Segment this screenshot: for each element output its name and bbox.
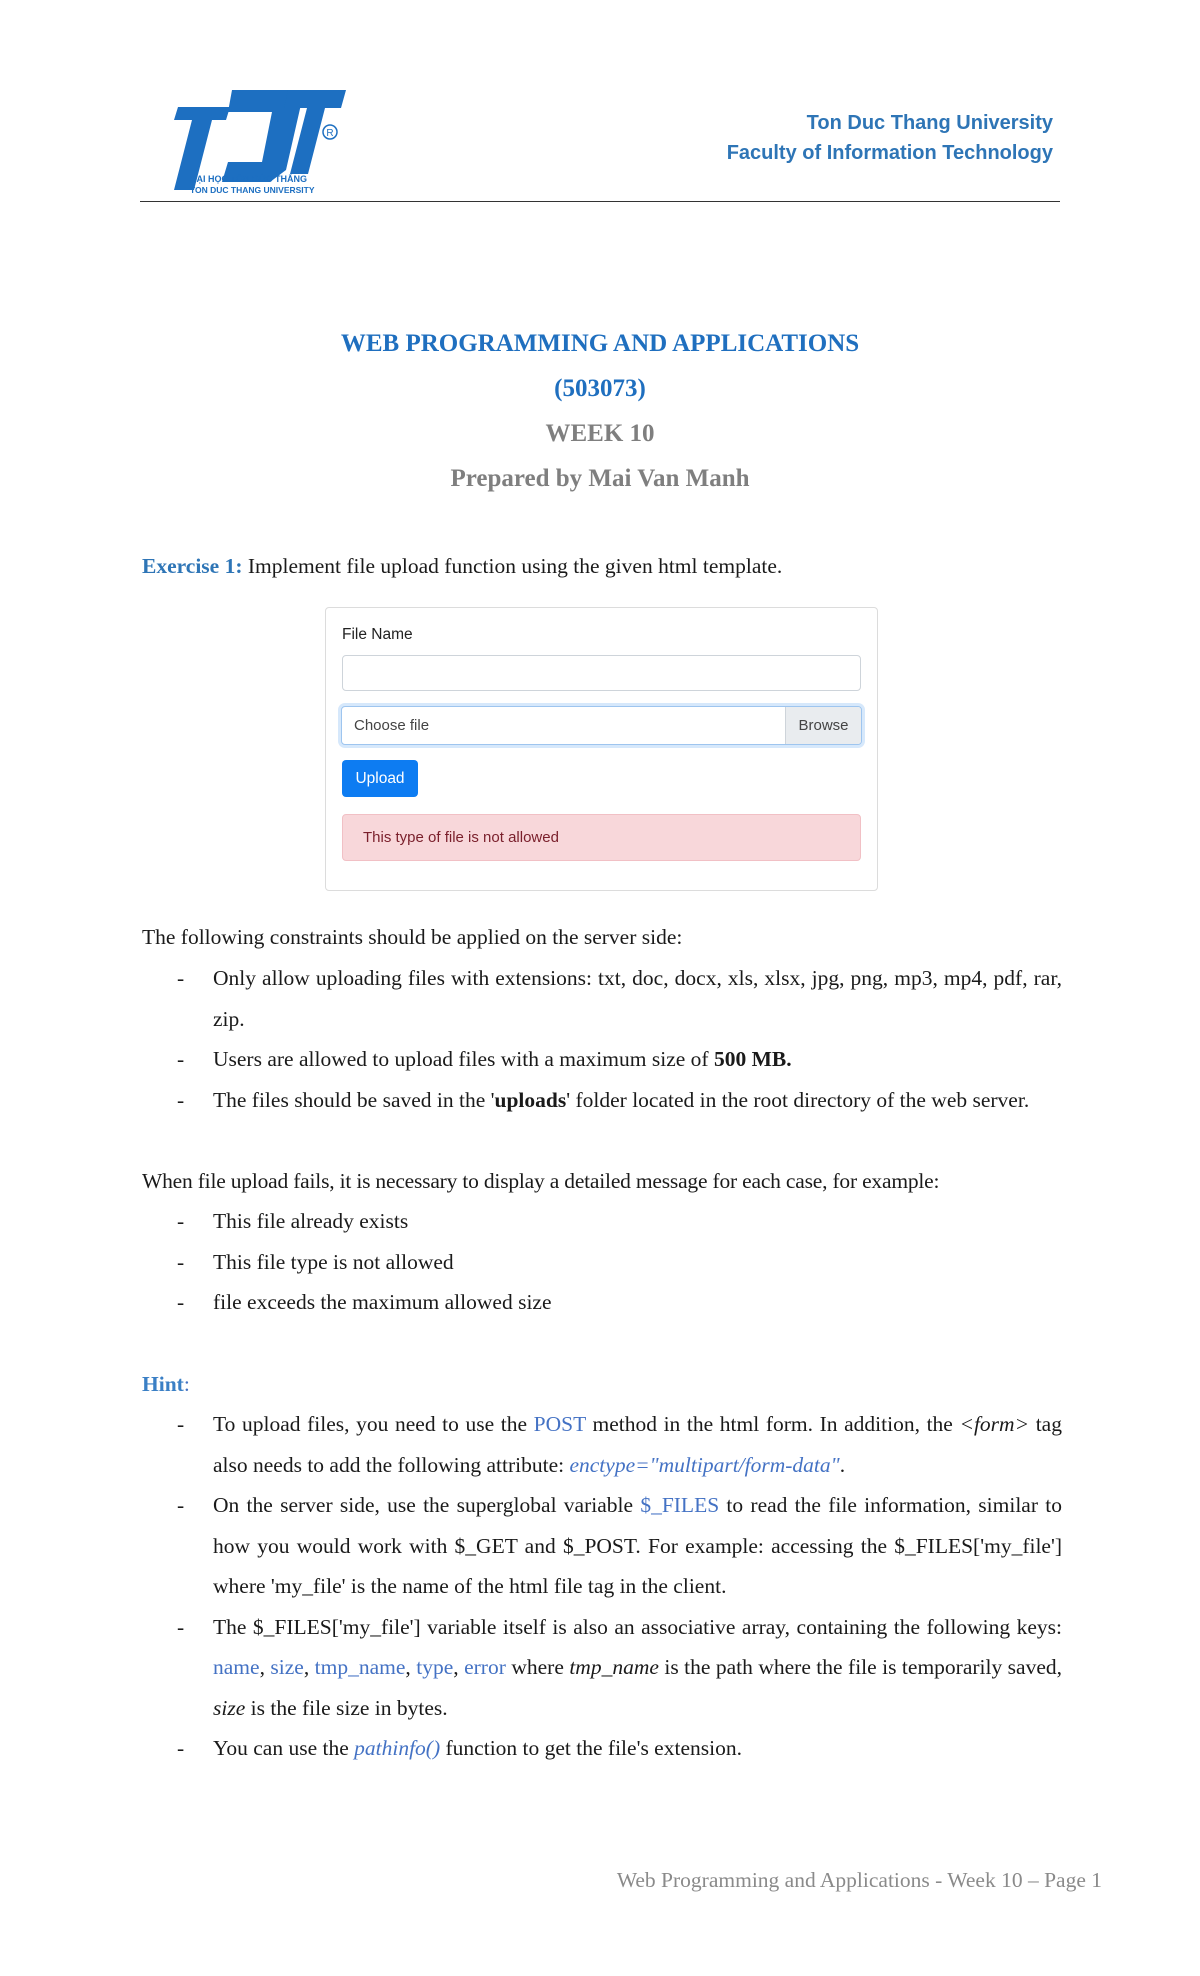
failures-intro: When file upload fails, it is necessary to display a detailed message for each case, for example: [142,1169,940,1193]
pathinfo-function: pathinfo() [354,1736,441,1760]
file-chooser-placeholder: Choose file [354,717,430,734]
file-name-label: File Name [342,626,413,643]
course-code: (503073) [554,375,646,402]
list-item: - On the server side, use the superglobal variable $_FILES to read the file information, similar to how you would work with $_GET and $_POST. For example: accessing the $_FILES['my_file'] where 'my_file' is the name of the html file tag in the client. [177,1493,1062,1598]
list-item: - file exceeds the maximum allowed size [177,1290,552,1314]
upload-form-mockup [325,607,878,891]
enctype-attribute: enctype="multipart/form-data" [569,1452,840,1477]
exercise-heading [142,546,782,586]
upload-button[interactable]: Upload [342,760,418,797]
list-item: - This file already exists [177,1209,409,1233]
list-item: - You can use the pathinfo() function to get the file's extension. [177,1736,742,1760]
svg-text:ĐẠI HỌC TÔN ĐỨC THẮNG: ĐẠI HỌC TÔN ĐỨC THẮNG [190,174,307,184]
svg-text:TON DUC THANG UNIVERSITY: TON DUC THANG UNIVERSITY [190,185,315,195]
constraints-intro: The following constraints should be applied on the server side: [142,925,683,949]
list-item: - Only allow uploading files with extensions: txt, doc, docx, xls, xlsx, jpg, png, mp3, mp4, pdf, rar, zip. [177,966,1062,1031]
author-line: Prepared by Mai Van Manh [450,465,750,492]
list-item: - To upload files, you need to use the POST method in the html form. In addition, the <form> tag also needs to add the following attribute: enctype="multipart/form-data". [177,1412,1062,1477]
exercise-label: Exercise 1: [142,554,243,578]
university-logo [150,82,350,200]
hint-list [142,1404,1062,1769]
files-keyword: $_FILES [640,1493,720,1517]
constraints-list [142,958,1062,1120]
browse-button[interactable]: Browse [785,707,861,744]
course-title: WEB PROGRAMMING AND APPLICATIONS [340,330,860,357]
list-item: - This file type is not allowed [177,1249,454,1274]
hint-label: Hint [142,1372,184,1396]
svg-text:R: R [326,128,334,139]
week-label: WEEK 10 [545,420,655,447]
list-item: - The $_FILES['my_file'] variable itself is also an associative array, containing the following keys: name, size, tmp_name, type, error where tmp_name is the path where the file is temporarily saved, size is the file size in bytes. [177,1614,1063,1720]
file-name-input[interactable] [342,655,861,691]
failures-list [142,1201,1062,1323]
exercise-text: Implement file upload function using the given html template. [242,554,783,578]
list-item: - The files should be saved in the 'uploads' folder located in the root directory of the web server. [177,1087,1030,1112]
post-keyword: POST [533,1412,586,1436]
university-name: Ton Duc Thang University [806,112,1053,134]
error-alert: This type of file is not allowed [342,814,861,861]
faculty-name: Faculty of Information Technology [726,142,1053,164]
list-item: - Users are allowed to upload files with a maximum size of 500 MB. [177,1047,792,1071]
header-institution [727,108,1053,168]
file-chooser[interactable] [341,706,862,745]
page-footer: Web Programming and Applications - Week 10 – Page 1 [616,1868,1102,1892]
header-divider [140,201,1060,202]
hint-heading: Hint: [142,1372,190,1396]
